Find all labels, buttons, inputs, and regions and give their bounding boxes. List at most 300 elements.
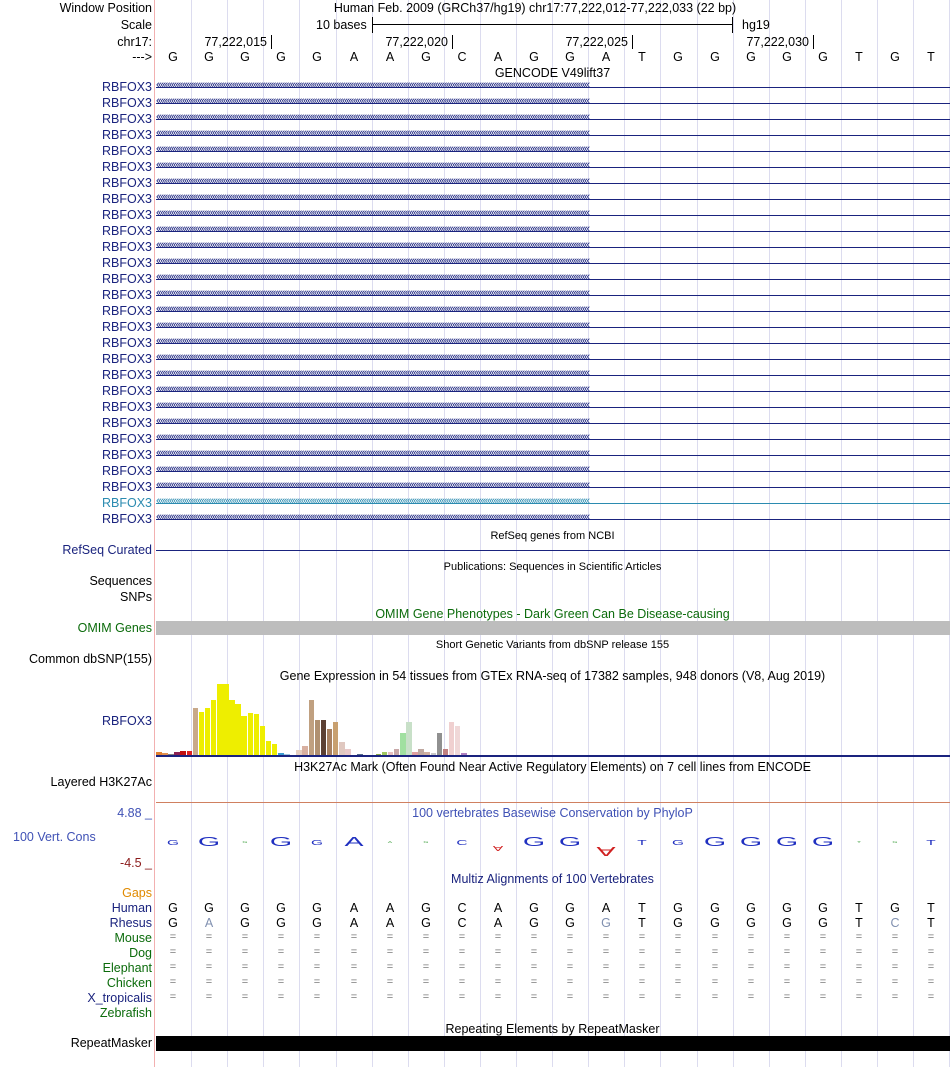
alignment-base: = xyxy=(891,931,899,943)
gtex-tissue-bar[interactable] xyxy=(339,742,345,756)
gencode-strand-arrows: ‹‹‹‹‹‹‹‹‹‹‹‹‹‹‹‹‹‹‹‹‹‹‹‹‹‹‹‹‹‹‹‹‹‹‹‹‹‹‹‹‹‹‹‹‹‹‹‹‹‹‹‹‹‹‹‹‹‹‹‹‹‹‹‹‹‹‹‹‹‹‹‹‹‹‹‹‹‹‹‹‹‹‹‹‹‹‹‹‹‹‹‹‹‹‹‹‹‹‹‹‹‹‹‹‹‹‹‹‹‹‹‹‹‹‹‹‹‹‹‹‹‹‹‹‹‹‹‹‹‹‹‹‹‹‹‹‹‹‹‹‹‹‹‹‹‹‹‹‹‹‹‹‹‹‹‹‹‹‹‹‹‹‹‹‹‹‹‹‹‹‹‹‹‹‹‹‹‹‹‹‹‹‹‹‹‹‹‹‹‹‹‹‹‹‹‹‹‹‹‹ xyxy=(156,111,589,123)
alignment-base: = xyxy=(422,976,430,988)
gtex-tissue-bar[interactable] xyxy=(315,720,321,756)
alignment-base: = xyxy=(169,976,177,988)
scale-label: Scale xyxy=(120,18,152,32)
alignment-base: = xyxy=(566,931,574,943)
gencode-strand-arrows: ‹‹‹‹‹‹‹‹‹‹‹‹‹‹‹‹‹‹‹‹‹‹‹‹‹‹‹‹‹‹‹‹‹‹‹‹‹‹‹‹‹‹‹‹‹‹‹‹‹‹‹‹‹‹‹‹‹‹‹‹‹‹‹‹‹‹‹‹‹‹‹‹‹‹‹‹‹‹‹‹‹‹‹‹‹‹‹‹‹‹‹‹‹‹‹‹‹‹‹‹‹‹‹‹‹‹‹‹‹‹‹‹‹‹‹‹‹‹‹‹‹‹‹‹‹‹‹‹‹‹‹‹‹‹‹‹‹‹‹‹‹‹‹‹‹‹‹‹‹‹‹‹‹‹‹‹‹‹‹‹‹‹‹‹‹‹‹‹‹‹‹‹‹‹‹‹‹‹‹‹‹‹‹‹‹‹‹‹‹‹‹‹‹‹‹‹‹‹‹‹ xyxy=(156,143,589,155)
sequence-base: G xyxy=(673,50,683,64)
gencode-transcript-label[interactable]: RBFOX3 xyxy=(101,480,152,494)
gtex-tissue-bar[interactable] xyxy=(229,700,235,756)
sequence-base: G xyxy=(240,50,250,64)
gaps-label[interactable]: Gaps xyxy=(122,886,152,900)
phylop-score-glyph: T xyxy=(856,840,862,844)
alignment-base: = xyxy=(783,946,791,958)
alignment-base: = xyxy=(566,991,574,1003)
alignment-base: = xyxy=(747,991,755,1003)
gencode-transcript-label[interactable]: RBFOX3 xyxy=(101,320,152,334)
gencode-strand-arrows: ‹‹‹‹‹‹‹‹‹‹‹‹‹‹‹‹‹‹‹‹‹‹‹‹‹‹‹‹‹‹‹‹‹‹‹‹‹‹‹‹‹‹‹‹‹‹‹‹‹‹‹‹‹‹‹‹‹‹‹‹‹‹‹‹‹‹‹‹‹‹‹‹‹‹‹‹‹‹‹‹‹‹‹‹‹‹‹‹‹‹‹‹‹‹‹‹‹‹‹‹‹‹‹‹‹‹‹‹‹‹‹‹‹‹‹‹‹‹‹‹‹‹‹‹‹‹‹‹‹‹‹‹‹‹‹‹‹‹‹‹‹‹‹‹‹‹‹‹‹‹‹‹‹‹‹‹‹‹‹‹‹‹‹‹‹‹‹‹‹‹‹‹‹‹‹‹‹‹‹‹‹‹‹‹‹‹‹‹‹‹‹‹‹‹‹‹‹‹‹‹ xyxy=(156,191,589,203)
alignment-base: = xyxy=(602,931,610,943)
gencode-strand-arrows: ‹‹‹‹‹‹‹‹‹‹‹‹‹‹‹‹‹‹‹‹‹‹‹‹‹‹‹‹‹‹‹‹‹‹‹‹‹‹‹‹‹‹‹‹‹‹‹‹‹‹‹‹‹‹‹‹‹‹‹‹‹‹‹‹‹‹‹‹‹‹‹‹‹‹‹‹‹‹‹‹‹‹‹‹‹‹‹‹‹‹‹‹‹‹‹‹‹‹‹‹‹‹‹‹‹‹‹‹‹‹‹‹‹‹‹‹‹‹‹‹‹‹‹‹‹‹‹‹‹‹‹‹‹‹‹‹‹‹‹‹‹‹‹‹‹‹‹‹‹‹‹‹‹‹‹‹‹‹‹‹‹‹‹‹‹‹‹‹‹‹‹‹‹‹‹‹‹‹‹‹‹‹‹‹‹‹‹‹‹‹‹‹‹‹‹‹‹‹‹‹ xyxy=(156,271,589,283)
position-tick xyxy=(452,35,453,49)
alignment-base: G xyxy=(276,916,286,930)
alignment-base: = xyxy=(638,946,646,958)
gtex-tissue-bar[interactable] xyxy=(449,722,455,756)
alignment-base: = xyxy=(169,931,177,943)
alignment-base: T xyxy=(855,916,863,930)
gtex-tissue-bar[interactable] xyxy=(327,729,333,756)
alignment-base: = xyxy=(602,946,610,958)
phylop-score-glyph: A xyxy=(596,844,616,859)
gencode-strand-arrows: ‹‹‹‹‹‹‹‹‹‹‹‹‹‹‹‹‹‹‹‹‹‹‹‹‹‹‹‹‹‹‹‹‹‹‹‹‹‹‹‹‹‹‹‹‹‹‹‹‹‹‹‹‹‹‹‹‹‹‹‹‹‹‹‹‹‹‹‹‹‹‹‹‹‹‹‹‹‹‹‹‹‹‹‹‹‹‹‹‹‹‹‹‹‹‹‹‹‹‹‹‹‹‹‹‹‹‹‹‹‹‹‹‹‹‹‹‹‹‹‹‹‹‹‹‹‹‹‹‹‹‹‹‹‹‹‹‹‹‹‹‹‹‹‹‹‹‹‹‹‹‹‹‹‹‹‹‹‹‹‹‹‹‹‹‹‹‹‹‹‹‹‹‹‹‹‹‹‹‹‹‹‹‹‹‹‹‹‹‹‹‹‹‹‹‹‹‹‹‹‹ xyxy=(156,447,589,459)
gtex-bar-chart[interactable] xyxy=(156,684,950,756)
sequence-base: G xyxy=(168,50,178,64)
alignment-base: A xyxy=(204,916,214,930)
alignment-base: G xyxy=(168,916,178,930)
alignment-base: = xyxy=(241,961,249,973)
alignment-base: = xyxy=(205,946,213,958)
phylop-score-glyph: T xyxy=(637,840,647,847)
alignment-base: = xyxy=(674,976,682,988)
gencode-transcript-label[interactable]: RBFOX3 xyxy=(101,240,152,254)
scale-text: 10 bases xyxy=(316,18,367,32)
dbsnp-label[interactable]: Common dbSNP(155) xyxy=(29,652,152,666)
gencode-strand-arrows: ‹‹‹‹‹‹‹‹‹‹‹‹‹‹‹‹‹‹‹‹‹‹‹‹‹‹‹‹‹‹‹‹‹‹‹‹‹‹‹‹‹‹‹‹‹‹‹‹‹‹‹‹‹‹‹‹‹‹‹‹‹‹‹‹‹‹‹‹‹‹‹‹‹‹‹‹‹‹‹‹‹‹‹‹‹‹‹‹‹‹‹‹‹‹‹‹‹‹‹‹‹‹‹‹‹‹‹‹‹‹‹‹‹‹‹‹‹‹‹‹‹‹‹‹‹‹‹‹‹‹‹‹‹‹‹‹‹‹‹‹‹‹‹‹‹‹‹‹‹‹‹‹‹‹‹‹‹‹‹‹‹‹‹‹‹‹‹‹‹‹‹‹‹‹‹‹‹‹‹‹‹‹‹‹‹‹‹‹‹‹‹‹‹‹‹‹‹‹‹‹ xyxy=(156,79,589,91)
alignment-base: A xyxy=(493,901,503,915)
gencode-strand-arrows: ‹‹‹‹‹‹‹‹‹‹‹‹‹‹‹‹‹‹‹‹‹‹‹‹‹‹‹‹‹‹‹‹‹‹‹‹‹‹‹‹‹‹‹‹‹‹‹‹‹‹‹‹‹‹‹‹‹‹‹‹‹‹‹‹‹‹‹‹‹‹‹‹‹‹‹‹‹‹‹‹‹‹‹‹‹‹‹‹‹‹‹‹‹‹‹‹‹‹‹‹‹‹‹‹‹‹‹‹‹‹‹‹‹‹‹‹‹‹‹‹‹‹‹‹‹‹‹‹‹‹‹‹‹‹‹‹‹‹‹‹‹‹‹‹‹‹‹‹‹‹‹‹‹‹‹‹‹‹‹‹‹‹‹‹‹‹‹‹‹‹‹‹‹‹‹‹‹‹‹‹‹‹‹‹‹‹‹‹‹‹‹‹‹‹‹‹‹‹‹‹ xyxy=(156,479,589,491)
alignment-base: = xyxy=(855,946,863,958)
alignment-base: = xyxy=(674,961,682,973)
sequence-base: T xyxy=(855,50,863,64)
gtex-tissue-bar[interactable] xyxy=(309,700,315,756)
gencode-transcript-label[interactable]: RBFOX3 xyxy=(101,96,152,110)
alignment-base: = xyxy=(169,961,177,973)
window-position-label: Window Position xyxy=(59,1,152,15)
alignment-base: = xyxy=(819,976,827,988)
alignment-base: G xyxy=(710,916,720,930)
phylop-score-glyph: T xyxy=(926,840,936,847)
alignment-base: = xyxy=(277,991,285,1003)
gencode-transcript-label[interactable]: RBFOX3 xyxy=(101,208,152,222)
alignment-base: G xyxy=(818,916,828,930)
gtex-tissue-bar[interactable] xyxy=(211,700,217,756)
gencode-transcript-label[interactable]: RBFOX3 xyxy=(101,80,152,94)
gencode-strand-arrows: ‹‹‹‹‹‹‹‹‹‹‹‹‹‹‹‹‹‹‹‹‹‹‹‹‹‹‹‹‹‹‹‹‹‹‹‹‹‹‹‹‹‹‹‹‹‹‹‹‹‹‹‹‹‹‹‹‹‹‹‹‹‹‹‹‹‹‹‹‹‹‹‹‹‹‹‹‹‹‹‹‹‹‹‹‹‹‹‹‹‹‹‹‹‹‹‹‹‹‹‹‹‹‹‹‹‹‹‹‹‹‹‹‹‹‹‹‹‹‹‹‹‹‹‹‹‹‹‹‹‹‹‹‹‹‹‹‹‹‹‹‹‹‹‹‹‹‹‹‹‹‹‹‹‹‹‹‹‹‹‹‹‹‹‹‹‹‹‹‹‹‹‹‹‹‹‹‹‹‹‹‹‹‹‹‹‹‹‹‹‹‹‹‹‹‹‹‹‹‹‹ xyxy=(156,159,589,171)
alignment-base: G xyxy=(312,916,322,930)
alignment-base: = xyxy=(602,991,610,1003)
repeatmasker-label[interactable]: RepeatMasker xyxy=(70,1036,152,1050)
gtex-tissue-bar[interactable] xyxy=(406,722,412,756)
alignment-base: A xyxy=(349,916,359,930)
alignment-base: A xyxy=(349,901,359,915)
gencode-transcript-label[interactable]: RBFOX3 xyxy=(101,432,152,446)
alignment-base: G xyxy=(240,901,250,915)
alignment-base: = xyxy=(169,991,177,1003)
alignment-base: = xyxy=(891,946,899,958)
gencode-transcript-label[interactable]: RBFOX3 xyxy=(101,336,152,350)
alignment-base: G xyxy=(565,916,575,930)
species-label[interactable]: Chicken xyxy=(106,976,152,990)
phylop-score-glyph: G xyxy=(166,840,179,847)
alignment-base: G xyxy=(565,901,575,915)
gtex-tissue-bar[interactable] xyxy=(321,720,327,756)
alignment-base: G xyxy=(710,901,720,915)
alignment-base: G xyxy=(782,916,792,930)
alignment-base: G xyxy=(529,901,539,915)
gtex-tissue-bar[interactable] xyxy=(455,726,461,756)
alignment-base: = xyxy=(530,991,538,1003)
phylop-score-glyph: G xyxy=(671,840,684,847)
alignment-base: = xyxy=(205,931,213,943)
phylop-score-glyph: G xyxy=(739,834,763,849)
alignment-base: = xyxy=(458,976,466,988)
alignment-base: = xyxy=(458,991,466,1003)
alignment-base: = xyxy=(494,946,502,958)
alignment-base: = xyxy=(711,976,719,988)
sequence-base: G xyxy=(710,50,720,64)
gencode-transcript-label[interactable]: RBFOX3 xyxy=(101,112,152,126)
alignment-base: = xyxy=(674,931,682,943)
alignment-base: = xyxy=(855,961,863,973)
omim-gene-block[interactable] xyxy=(156,621,950,635)
sequence-base: G xyxy=(565,50,575,64)
species-label[interactable]: Mouse xyxy=(114,931,152,945)
gencode-strand-arrows: ‹‹‹‹‹‹‹‹‹‹‹‹‹‹‹‹‹‹‹‹‹‹‹‹‹‹‹‹‹‹‹‹‹‹‹‹‹‹‹‹‹‹‹‹‹‹‹‹‹‹‹‹‹‹‹‹‹‹‹‹‹‹‹‹‹‹‹‹‹‹‹‹‹‹‹‹‹‹‹‹‹‹‹‹‹‹‹‹‹‹‹‹‹‹‹‹‹‹‹‹‹‹‹‹‹‹‹‹‹‹‹‹‹‹‹‹‹‹‹‹‹‹‹‹‹‹‹‹‹‹‹‹‹‹‹‹‹‹‹‹‹‹‹‹‹‹‹‹‹‹‹‹‹‹‹‹‹‹‹‹‹‹‹‹‹‹‹‹‹‹‹‹‹‹‹‹‹‹‹‹‹‹‹‹‹‹‹‹‹‹‹‹‹‹‹‹‹‹‹‹ xyxy=(156,255,589,267)
gtex-tissue-bar[interactable] xyxy=(260,726,266,756)
gtex-tissue-bar[interactable] xyxy=(248,713,254,756)
alignment-base: G xyxy=(673,916,683,930)
scale-assembly: hg19 xyxy=(742,18,770,32)
sequence-base: A xyxy=(493,50,503,64)
gtex-label[interactable]: RBFOX3 xyxy=(101,714,152,728)
position-label: 77,222,030 xyxy=(746,35,809,49)
gencode-transcript-label[interactable]: RBFOX3 xyxy=(101,416,152,430)
h3k27ac-label[interactable]: Layered H3K27Ac xyxy=(50,775,152,789)
gtex-tissue-bar[interactable] xyxy=(333,722,339,756)
alignment-base: = xyxy=(350,946,358,958)
sequence-base: A xyxy=(601,50,611,64)
gtex-tissue-bar[interactable] xyxy=(241,716,247,756)
alignment-base: = xyxy=(711,961,719,973)
phylop-score-glyph: G xyxy=(522,834,546,849)
gencode-transcript-label[interactable]: RBFOX3 xyxy=(101,448,152,462)
alignment-base: = xyxy=(819,961,827,973)
gencode-transcript-label[interactable]: RBFOX3 xyxy=(101,144,152,158)
gencode-transcript-label[interactable]: RBFOX3 xyxy=(101,400,152,414)
alignment-base: = xyxy=(566,961,574,973)
gencode-transcript-label[interactable]: RBFOX3 xyxy=(101,272,152,286)
refseq-label[interactable]: RefSeq Curated xyxy=(62,543,152,557)
alignment-base: = xyxy=(386,931,394,943)
alignment-base: = xyxy=(891,961,899,973)
alignment-base: = xyxy=(638,931,646,943)
sequence-base: T xyxy=(638,50,646,64)
h3k27ac-title: H3K27Ac Mark (Often Found Near Active Regulatory Elements) on 7 cell lines from ENCODE xyxy=(294,760,811,774)
phylop-label[interactable]: 100 Vert. Cons xyxy=(13,830,96,844)
gencode-transcript-label[interactable]: RBFOX3 xyxy=(101,160,152,174)
alignment-base: = xyxy=(566,976,574,988)
phylop-score-glyph: A xyxy=(344,834,364,849)
alignment-base: = xyxy=(386,946,394,958)
alignment-base: = xyxy=(241,931,249,943)
alignment-base: T xyxy=(638,916,646,930)
alignment-base: G xyxy=(782,901,792,915)
repeatmasker-title: Repeating Elements by RepeatMasker xyxy=(445,1022,660,1036)
alignment-base: = xyxy=(458,946,466,958)
phylop-score-glyph: G xyxy=(242,840,248,844)
gtex-tissue-bar[interactable] xyxy=(254,714,260,756)
alignment-base: G xyxy=(421,901,431,915)
species-label[interactable]: X_tropicalis xyxy=(87,991,152,1005)
gencode-strand-arrows: ‹‹‹‹‹‹‹‹‹‹‹‹‹‹‹‹‹‹‹‹‹‹‹‹‹‹‹‹‹‹‹‹‹‹‹‹‹‹‹‹‹‹‹‹‹‹‹‹‹‹‹‹‹‹‹‹‹‹‹‹‹‹‹‹‹‹‹‹‹‹‹‹‹‹‹‹‹‹‹‹‹‹‹‹‹‹‹‹‹‹‹‹‹‹‹‹‹‹‹‹‹‹‹‹‹‹‹‹‹‹‹‹‹‹‹‹‹‹‹‹‹‹‹‹‹‹‹‹‹‹‹‹‹‹‹‹‹‹‹‹‹‹‹‹‹‹‹‹‹‹‹‹‹‹‹‹‹‹‹‹‹‹‹‹‹‹‹‹‹‹‹‹‹‹‹‹‹‹‹‹‹‹‹‹‹‹‹‹‹‹‹‹‹‹‹‹‹‹‹‹ xyxy=(156,367,589,379)
phylop-score-glyph: G xyxy=(811,834,835,849)
alignment-base: = xyxy=(530,931,538,943)
gencode-transcript-label[interactable]: RBFOX3 xyxy=(101,496,152,510)
alignment-base: = xyxy=(277,931,285,943)
gencode-transcript-label[interactable]: RBFOX3 xyxy=(101,192,152,206)
phylop-score-glyph: G xyxy=(558,834,582,849)
gencode-transcript-label[interactable]: RBFOX3 xyxy=(101,464,152,478)
alignment-base: C xyxy=(890,916,900,930)
gencode-strand-arrows: ‹‹‹‹‹‹‹‹‹‹‹‹‹‹‹‹‹‹‹‹‹‹‹‹‹‹‹‹‹‹‹‹‹‹‹‹‹‹‹‹‹‹‹‹‹‹‹‹‹‹‹‹‹‹‹‹‹‹‹‹‹‹‹‹‹‹‹‹‹‹‹‹‹‹‹‹‹‹‹‹‹‹‹‹‹‹‹‹‹‹‹‹‹‹‹‹‹‹‹‹‹‹‹‹‹‹‹‹‹‹‹‹‹‹‹‹‹‹‹‹‹‹‹‹‹‹‹‹‹‹‹‹‹‹‹‹‹‹‹‹‹‹‹‹‹‹‹‹‹‹‹‹‹‹‹‹‹‹‹‹‹‹‹‹‹‹‹‹‹‹‹‹‹‹‹‹‹‹‹‹‹‹‹‹‹‹‹‹‹‹‹‹‹‹‹‹‹‹‹‹ xyxy=(156,175,589,187)
refseq-title: RefSeq genes from NCBI xyxy=(490,530,615,542)
phylop-title: 100 vertebrates Basewise Conservation by PhyloP xyxy=(412,806,693,820)
alignment-base: = xyxy=(422,931,430,943)
alignment-base: G xyxy=(818,901,828,915)
alignment-base: G xyxy=(204,901,214,915)
alignment-base: = xyxy=(386,991,394,1003)
gencode-transcript-label[interactable]: RBFOX3 xyxy=(101,384,152,398)
gencode-transcript-label[interactable]: RBFOX3 xyxy=(101,512,152,526)
alignment-base: A xyxy=(601,901,611,915)
gencode-transcript-label[interactable]: RBFOX3 xyxy=(101,176,152,190)
gtex-tissue-bar[interactable] xyxy=(199,712,205,756)
gencode-transcript-label[interactable]: RBFOX3 xyxy=(101,288,152,302)
sequence-base: G xyxy=(312,50,322,64)
gencode-strand-arrows: ‹‹‹‹‹‹‹‹‹‹‹‹‹‹‹‹‹‹‹‹‹‹‹‹‹‹‹‹‹‹‹‹‹‹‹‹‹‹‹‹‹‹‹‹‹‹‹‹‹‹‹‹‹‹‹‹‹‹‹‹‹‹‹‹‹‹‹‹‹‹‹‹‹‹‹‹‹‹‹‹‹‹‹‹‹‹‹‹‹‹‹‹‹‹‹‹‹‹‹‹‹‹‹‹‹‹‹‹‹‹‹‹‹‹‹‹‹‹‹‹‹‹‹‹‹‹‹‹‹‹‹‹‹‹‹‹‹‹‹‹‹‹‹‹‹‹‹‹‹‹‹‹‹‹‹‹‹‹‹‹‹‹‹‹‹‹‹‹‹‹‹‹‹‹‹‹‹‹‹‹‹‹‹‹‹‹‹‹‹‹‹‹‹‹‹‹‹‹‹‹ xyxy=(156,207,589,219)
gencode-strand-arrows: ‹‹‹‹‹‹‹‹‹‹‹‹‹‹‹‹‹‹‹‹‹‹‹‹‹‹‹‹‹‹‹‹‹‹‹‹‹‹‹‹‹‹‹‹‹‹‹‹‹‹‹‹‹‹‹‹‹‹‹‹‹‹‹‹‹‹‹‹‹‹‹‹‹‹‹‹‹‹‹‹‹‹‹‹‹‹‹‹‹‹‹‹‹‹‹‹‹‹‹‹‹‹‹‹‹‹‹‹‹‹‹‹‹‹‹‹‹‹‹‹‹‹‹‹‹‹‹‹‹‹‹‹‹‹‹‹‹‹‹‹‹‹‹‹‹‹‹‹‹‹‹‹‹‹‹‹‹‹‹‹‹‹‹‹‹‹‹‹‹‹‹‹‹‹‹‹‹‹‹‹‹‹‹‹‹‹‹‹‹‹‹‹‹‹‹‹‹‹‹‹ xyxy=(156,335,589,347)
alignment-base: A xyxy=(385,901,395,915)
alignment-base: G xyxy=(529,916,539,930)
alignment-base: = xyxy=(350,961,358,973)
alignment-base: C xyxy=(457,901,467,915)
alignment-base: = xyxy=(169,946,177,958)
alignment-base: = xyxy=(783,931,791,943)
gencode-strand-arrows: ‹‹‹‹‹‹‹‹‹‹‹‹‹‹‹‹‹‹‹‹‹‹‹‹‹‹‹‹‹‹‹‹‹‹‹‹‹‹‹‹‹‹‹‹‹‹‹‹‹‹‹‹‹‹‹‹‹‹‹‹‹‹‹‹‹‹‹‹‹‹‹‹‹‹‹‹‹‹‹‹‹‹‹‹‹‹‹‹‹‹‹‹‹‹‹‹‹‹‹‹‹‹‹‹‹‹‹‹‹‹‹‹‹‹‹‹‹‹‹‹‹‹‹‹‹‹‹‹‹‹‹‹‹‹‹‹‹‹‹‹‹‹‹‹‹‹‹‹‹‹‹‹‹‹‹‹‹‹‹‹‹‹‹‹‹‹‹‹‹‹‹‹‹‹‹‹‹‹‹‹‹‹‹‹‹‹‹‹‹‹‹‹‹‹‹‹‹‹‹‹ xyxy=(156,287,589,299)
phylop-score-glyph: G xyxy=(703,834,727,849)
window-position-text: Human Feb. 2009 (GRCh37/hg19) chr17:77,222,012-77,222,033 (22 bp) xyxy=(333,1,737,15)
gencode-transcript-label[interactable]: RBFOX3 xyxy=(101,352,152,366)
sequence-base: A xyxy=(349,50,359,64)
dbsnp-title: Short Genetic Variants from dbSNP release 155 xyxy=(435,639,670,651)
gencode-strand-arrows: ‹‹‹‹‹‹‹‹‹‹‹‹‹‹‹‹‹‹‹‹‹‹‹‹‹‹‹‹‹‹‹‹‹‹‹‹‹‹‹‹‹‹‹‹‹‹‹‹‹‹‹‹‹‹‹‹‹‹‹‹‹‹‹‹‹‹‹‹‹‹‹‹‹‹‹‹‹‹‹‹‹‹‹‹‹‹‹‹‹‹‹‹‹‹‹‹‹‹‹‹‹‹‹‹‹‹‹‹‹‹‹‹‹‹‹‹‹‹‹‹‹‹‹‹‹‹‹‹‹‹‹‹‹‹‹‹‹‹‹‹‹‹‹‹‹‹‹‹‹‹‹‹‹‹‹‹‹‹‹‹‹‹‹‹‹‹‹‹‹‹‹‹‹‹‹‹‹‹‹‹‹‹‹‹‹‹‹‹‹‹‹‹‹‹‹‹‹‹‹‹ xyxy=(156,223,589,235)
alignment-base: = xyxy=(747,931,755,943)
sequence-base: G xyxy=(746,50,756,64)
alignment-base: = xyxy=(277,961,285,973)
alignment-base: = xyxy=(855,931,863,943)
phylop-score-glyph: G xyxy=(775,834,799,849)
phylop-score-glyph: G xyxy=(269,834,293,849)
gencode-strand-arrows: ‹‹‹‹‹‹‹‹‹‹‹‹‹‹‹‹‹‹‹‹‹‹‹‹‹‹‹‹‹‹‹‹‹‹‹‹‹‹‹‹‹‹‹‹‹‹‹‹‹‹‹‹‹‹‹‹‹‹‹‹‹‹‹‹‹‹‹‹‹‹‹‹‹‹‹‹‹‹‹‹‹‹‹‹‹‹‹‹‹‹‹‹‹‹‹‹‹‹‹‹‹‹‹‹‹‹‹‹‹‹‹‹‹‹‹‹‹‹‹‹‹‹‹‹‹‹‹‹‹‹‹‹‹‹‹‹‹‹‹‹‹‹‹‹‹‹‹‹‹‹‹‹‹‹‹‹‹‹‹‹‹‹‹‹‹‹‹‹‹‹‹‹‹‹‹‹‹‹‹‹‹‹‹‹‹‹‹‹‹‹‹‹‹‹‹‹‹‹‹‹ xyxy=(156,239,589,251)
species-label[interactable]: Elephant xyxy=(102,961,152,975)
alignment-base: = xyxy=(205,976,213,988)
gencode-strand-arrows: ‹‹‹‹‹‹‹‹‹‹‹‹‹‹‹‹‹‹‹‹‹‹‹‹‹‹‹‹‹‹‹‹‹‹‹‹‹‹‹‹‹‹‹‹‹‹‹‹‹‹‹‹‹‹‹‹‹‹‹‹‹‹‹‹‹‹‹‹‹‹‹‹‹‹‹‹‹‹‹‹‹‹‹‹‹‹‹‹‹‹‹‹‹‹‹‹‹‹‹‹‹‹‹‹‹‹‹‹‹‹‹‹‹‹‹‹‹‹‹‹‹‹‹‹‹‹‹‹‹‹‹‹‹‹‹‹‹‹‹‹‹‹‹‹‹‹‹‹‹‹‹‹‹‹‹‹‹‹‹‹‹‹‹‹‹‹‹‹‹‹‹‹‹‹‹‹‹‹‹‹‹‹‹‹‹‹‹‹‹‹‹‹‹‹‹‹‹‹‹‹ xyxy=(156,383,589,395)
phylop-score-glyph: G xyxy=(310,840,323,847)
sequence-base: G xyxy=(818,50,828,64)
alignment-base: = xyxy=(783,961,791,973)
sequence-base: G xyxy=(529,50,539,64)
alignment-base: G xyxy=(421,916,431,930)
alignment-base: = xyxy=(747,976,755,988)
gencode-transcript-label[interactable]: RBFOX3 xyxy=(101,128,152,142)
gencode-strand-arrows: ‹‹‹‹‹‹‹‹‹‹‹‹‹‹‹‹‹‹‹‹‹‹‹‹‹‹‹‹‹‹‹‹‹‹‹‹‹‹‹‹‹‹‹‹‹‹‹‹‹‹‹‹‹‹‹‹‹‹‹‹‹‹‹‹‹‹‹‹‹‹‹‹‹‹‹‹‹‹‹‹‹‹‹‹‹‹‹‹‹‹‹‹‹‹‹‹‹‹‹‹‹‹‹‹‹‹‹‹‹‹‹‹‹‹‹‹‹‹‹‹‹‹‹‹‹‹‹‹‹‹‹‹‹‹‹‹‹‹‹‹‹‹‹‹‹‹‹‹‹‹‹‹‹‹‹‹‹‹‹‹‹‹‹‹‹‹‹‹‹‹‹‹‹‹‹‹‹‹‹‹‹‹‹‹‹‹‹‹‹‹‹‹‹‹‹‹‹‹‹‹ xyxy=(156,463,589,475)
publications-title: Publications: Sequences in Scientific Articles xyxy=(443,561,662,573)
position-label: 77,222,015 xyxy=(204,35,267,49)
alignment-base: = xyxy=(350,931,358,943)
gencode-strand-arrows: ‹‹‹‹‹‹‹‹‹‹‹‹‹‹‹‹‹‹‹‹‹‹‹‹‹‹‹‹‹‹‹‹‹‹‹‹‹‹‹‹‹‹‹‹‹‹‹‹‹‹‹‹‹‹‹‹‹‹‹‹‹‹‹‹‹‹‹‹‹‹‹‹‹‹‹‹‹‹‹‹‹‹‹‹‹‹‹‹‹‹‹‹‹‹‹‹‹‹‹‹‹‹‹‹‹‹‹‹‹‹‹‹‹‹‹‹‹‹‹‹‹‹‹‹‹‹‹‹‹‹‹‹‹‹‹‹‹‹‹‹‹‹‹‹‹‹‹‹‹‹‹‹‹‹‹‹‹‹‹‹‹‹‹‹‹‹‹‹‹‹‹‹‹‹‹‹‹‹‹‹‹‹‹‹‹‹‹‹‹‹‹‹‹‹‹‹‹‹‹‹ xyxy=(156,431,589,443)
sequence-base: G xyxy=(890,50,900,64)
species-label[interactable]: Human xyxy=(111,901,152,915)
phylop-score-glyph: A xyxy=(492,844,504,851)
species-label[interactable]: Dog xyxy=(129,946,152,960)
sequence-base: G xyxy=(782,50,792,64)
alignment-base: = xyxy=(422,961,430,973)
alignment-base: = xyxy=(530,976,538,988)
alignment-base: = xyxy=(494,991,502,1003)
alignment-base: = xyxy=(386,976,394,988)
gencode-strand-arrows: ‹‹‹‹‹‹‹‹‹‹‹‹‹‹‹‹‹‹‹‹‹‹‹‹‹‹‹‹‹‹‹‹‹‹‹‹‹‹‹‹‹‹‹‹‹‹‹‹‹‹‹‹‹‹‹‹‹‹‹‹‹‹‹‹‹‹‹‹‹‹‹‹‹‹‹‹‹‹‹‹‹‹‹‹‹‹‹‹‹‹‹‹‹‹‹‹‹‹‹‹‹‹‹‹‹‹‹‹‹‹‹‹‹‹‹‹‹‹‹‹‹‹‹‹‹‹‹‹‹‹‹‹‹‹‹‹‹‹‹‹‹‹‹‹‹‹‹‹‹‹‹‹‹‹‹‹‹‹‹‹‹‹‹‹‹‹‹‹‹‹‹‹‹‹‹‹‹‹‹‹‹‹‹‹‹‹‹‹‹‹‹‹‹‹‹‹‹‹‹‹ xyxy=(156,127,589,139)
gtex-tissue-bar[interactable] xyxy=(235,704,241,756)
alignment-base: = xyxy=(638,991,646,1003)
alignment-base: = xyxy=(711,991,719,1003)
alignment-base: = xyxy=(205,991,213,1003)
position-label: 77,222,020 xyxy=(385,35,448,49)
alignment-base: = xyxy=(819,991,827,1003)
alignment-base: = xyxy=(313,976,321,988)
phylop-score-glyph: G xyxy=(423,840,429,844)
gtex-tissue-bar[interactable] xyxy=(266,741,272,756)
alignment-base: = xyxy=(783,976,791,988)
gencode-strand-arrows: ‹‹‹‹‹‹‹‹‹‹‹‹‹‹‹‹‹‹‹‹‹‹‹‹‹‹‹‹‹‹‹‹‹‹‹‹‹‹‹‹‹‹‹‹‹‹‹‹‹‹‹‹‹‹‹‹‹‹‹‹‹‹‹‹‹‹‹‹‹‹‹‹‹‹‹‹‹‹‹‹‹‹‹‹‹‹‹‹‹‹‹‹‹‹‹‹‹‹‹‹‹‹‹‹‹‹‹‹‹‹‹‹‹‹‹‹‹‹‹‹‹‹‹‹‹‹‹‹‹‹‹‹‹‹‹‹‹‹‹‹‹‹‹‹‹‹‹‹‹‹‹‹‹‹‹‹‹‹‹‹‹‹‹‹‹‹‹‹‹‹‹‹‹‹‹‹‹‹‹‹‹‹‹‹‹‹‹‹‹‹‹‹‹‹‹‹‹‹‹‹ xyxy=(156,351,589,363)
gencode-strand-arrows: ‹‹‹‹‹‹‹‹‹‹‹‹‹‹‹‹‹‹‹‹‹‹‹‹‹‹‹‹‹‹‹‹‹‹‹‹‹‹‹‹‹‹‹‹‹‹‹‹‹‹‹‹‹‹‹‹‹‹‹‹‹‹‹‹‹‹‹‹‹‹‹‹‹‹‹‹‹‹‹‹‹‹‹‹‹‹‹‹‹‹‹‹‹‹‹‹‹‹‹‹‹‹‹‹‹‹‹‹‹‹‹‹‹‹‹‹‹‹‹‹‹‹‹‹‹‹‹‹‹‹‹‹‹‹‹‹‹‹‹‹‹‹‹‹‹‹‹‹‹‹‹‹‹‹‹‹‹‹‹‹‹‹‹‹‹‹‹‹‹‹‹‹‹‹‹‹‹‹‹‹‹‹‹‹‹‹‹‹‹‹‹‹‹‹‹‹‹‹‹‹ xyxy=(156,319,589,331)
sequence-base: C xyxy=(457,50,467,64)
sequence-base: G xyxy=(276,50,286,64)
alignment-base: = xyxy=(458,931,466,943)
publications-snps-label[interactable]: SNPs xyxy=(120,590,152,604)
phylop-score-glyph: C xyxy=(456,840,468,847)
gencode-title: GENCODE V49lift37 xyxy=(494,66,611,80)
alignment-base: = xyxy=(602,961,610,973)
alignment-base: = xyxy=(205,961,213,973)
sequence-base: T xyxy=(927,50,935,64)
alignment-base: T xyxy=(927,916,935,930)
alignment-base: = xyxy=(783,991,791,1003)
alignment-base: = xyxy=(313,931,321,943)
gencode-transcript-label[interactable]: RBFOX3 xyxy=(101,368,152,382)
gtex-tissue-bar[interactable] xyxy=(193,708,199,756)
scale-bar xyxy=(372,17,733,33)
gencode-transcript-label[interactable]: RBFOX3 xyxy=(101,224,152,238)
alignment-base: = xyxy=(711,931,719,943)
alignment-base: = xyxy=(241,946,249,958)
alignment-base: = xyxy=(313,961,321,973)
gtex-tissue-bar[interactable] xyxy=(223,684,229,756)
gtex-baseline xyxy=(156,755,950,757)
alignment-base: = xyxy=(602,976,610,988)
alignment-base: = xyxy=(819,931,827,943)
alignment-base: = xyxy=(494,931,502,943)
gtex-tissue-bar[interactable] xyxy=(217,684,223,756)
alignment-base: = xyxy=(350,976,358,988)
alignment-base: G xyxy=(746,901,756,915)
alignment-base: = xyxy=(927,961,935,973)
strand-label: ---> xyxy=(132,50,152,64)
alignment-base: = xyxy=(422,946,430,958)
phylop-score-glyph: A xyxy=(387,840,393,844)
phylop-score-glyph: G xyxy=(892,840,898,844)
sequence-base: G xyxy=(204,50,214,64)
alignment-base: = xyxy=(458,961,466,973)
alignment-base: = xyxy=(927,931,935,943)
alignment-base: = xyxy=(747,961,755,973)
omim-label[interactable]: OMIM Genes xyxy=(77,621,152,635)
species-label[interactable]: Zebrafish xyxy=(99,1006,152,1020)
alignment-base: = xyxy=(494,976,502,988)
gencode-transcript-label[interactable]: RBFOX3 xyxy=(101,304,152,318)
gtex-tissue-bar[interactable] xyxy=(400,733,406,756)
position-tick xyxy=(632,35,633,49)
alignment-base: = xyxy=(241,991,249,1003)
omim-title: OMIM Gene Phenotypes - Dark Green Can Be Disease-causing xyxy=(375,607,730,621)
phylop-score-glyph: G xyxy=(197,834,221,849)
alignment-base: = xyxy=(277,976,285,988)
gencode-strand-arrows: ‹‹‹‹‹‹‹‹‹‹‹‹‹‹‹‹‹‹‹‹‹‹‹‹‹‹‹‹‹‹‹‹‹‹‹‹‹‹‹‹‹‹‹‹‹‹‹‹‹‹‹‹‹‹‹‹‹‹‹‹‹‹‹‹‹‹‹‹‹‹‹‹‹‹‹‹‹‹‹‹‹‹‹‹‹‹‹‹‹‹‹‹‹‹‹‹‹‹‹‹‹‹‹‹‹‹‹‹‹‹‹‹‹‹‹‹‹‹‹‹‹‹‹‹‹‹‹‹‹‹‹‹‹‹‹‹‹‹‹‹‹‹‹‹‹‹‹‹‹‹‹‹‹‹‹‹‹‹‹‹‹‹‹‹‹‹‹‹‹‹‹‹‹‹‹‹‹‹‹‹‹‹‹‹‹‹‹‹‹‹‹‹‹‹‹‹‹‹‹‹ xyxy=(156,511,589,523)
gencode-strand-arrows: ‹‹‹‹‹‹‹‹‹‹‹‹‹‹‹‹‹‹‹‹‹‹‹‹‹‹‹‹‹‹‹‹‹‹‹‹‹‹‹‹‹‹‹‹‹‹‹‹‹‹‹‹‹‹‹‹‹‹‹‹‹‹‹‹‹‹‹‹‹‹‹‹‹‹‹‹‹‹‹‹‹‹‹‹‹‹‹‹‹‹‹‹‹‹‹‹‹‹‹‹‹‹‹‹‹‹‹‹‹‹‹‹‹‹‹‹‹‹‹‹‹‹‹‹‹‹‹‹‹‹‹‹‹‹‹‹‹‹‹‹‹‹‹‹‹‹‹‹‹‹‹‹‹‹‹‹‹‹‹‹‹‹‹‹‹‹‹‹‹‹‹‹‹‹‹‹‹‹‹‹‹‹‹‹‹‹‹‹‹‹‹‹‹‹‹‹‹‹‹‹ xyxy=(156,95,589,107)
alignment-base: G xyxy=(601,916,611,930)
alignment-base: = xyxy=(891,976,899,988)
repeatmasker-block[interactable] xyxy=(156,1036,950,1051)
alignment-base: = xyxy=(277,946,285,958)
alignment-base: = xyxy=(674,946,682,958)
alignment-base: A xyxy=(493,916,503,930)
position-tick xyxy=(813,35,814,49)
gtex-tissue-bar[interactable] xyxy=(437,733,443,756)
species-label[interactable]: Rhesus xyxy=(109,916,152,930)
alignment-base: = xyxy=(241,976,249,988)
alignment-base: A xyxy=(385,916,395,930)
alignment-base: = xyxy=(747,946,755,958)
alignment-base: T xyxy=(638,901,646,915)
gtex-tissue-bar[interactable] xyxy=(205,708,211,756)
gtex-title: Gene Expression in 54 tissues from GTEx RNA-seq of 17382 samples, 948 donors (V8, Aug 2019) xyxy=(279,669,826,683)
alignment-base: = xyxy=(891,991,899,1003)
phylop-max-label: 4.88 _ xyxy=(117,806,152,820)
gencode-strand-arrows: ‹‹‹‹‹‹‹‹‹‹‹‹‹‹‹‹‹‹‹‹‹‹‹‹‹‹‹‹‹‹‹‹‹‹‹‹‹‹‹‹‹‹‹‹‹‹‹‹‹‹‹‹‹‹‹‹‹‹‹‹‹‹‹‹‹‹‹‹‹‹‹‹‹‹‹‹‹‹‹‹‹‹‹‹‹‹‹‹‹‹‹‹‹‹‹‹‹‹‹‹‹‹‹‹‹‹‹‹‹‹‹‹‹‹‹‹‹‹‹‹‹‹‹‹‹‹‹‹‹‹‹‹‹‹‹‹‹‹‹‹‹‹‹‹‹‹‹‹‹‹‹‹‹‹‹‹‹‹‹‹‹‹‹‹‹‹‹‹‹‹‹‹‹‹‹‹‹‹‹‹‹‹‹‹‹‹‹‹‹‹‹‹‹‹‹‹‹‹‹‹ xyxy=(156,415,589,427)
gencode-strand-arrows: ‹‹‹‹‹‹‹‹‹‹‹‹‹‹‹‹‹‹‹‹‹‹‹‹‹‹‹‹‹‹‹‹‹‹‹‹‹‹‹‹‹‹‹‹‹‹‹‹‹‹‹‹‹‹‹‹‹‹‹‹‹‹‹‹‹‹‹‹‹‹‹‹‹‹‹‹‹‹‹‹‹‹‹‹‹‹‹‹‹‹‹‹‹‹‹‹‹‹‹‹‹‹‹‹‹‹‹‹‹‹‹‹‹‹‹‹‹‹‹‹‹‹‹‹‹‹‹‹‹‹‹‹‹‹‹‹‹‹‹‹‹‹‹‹‹‹‹‹‹‹‹‹‹‹‹‹‹‹‹‹‹‹‹‹‹‹‹‹‹‹‹‹‹‹‹‹‹‹‹‹‹‹‹‹‹‹‹‹‹‹‹‹‹‹‹‹‹‹‹‹ xyxy=(156,495,589,507)
alignment-base: = xyxy=(855,976,863,988)
alignment-base: G xyxy=(276,901,286,915)
alignment-base: = xyxy=(566,946,574,958)
gencode-strand-arrows: ‹‹‹‹‹‹‹‹‹‹‹‹‹‹‹‹‹‹‹‹‹‹‹‹‹‹‹‹‹‹‹‹‹‹‹‹‹‹‹‹‹‹‹‹‹‹‹‹‹‹‹‹‹‹‹‹‹‹‹‹‹‹‹‹‹‹‹‹‹‹‹‹‹‹‹‹‹‹‹‹‹‹‹‹‹‹‹‹‹‹‹‹‹‹‹‹‹‹‹‹‹‹‹‹‹‹‹‹‹‹‹‹‹‹‹‹‹‹‹‹‹‹‹‹‹‹‹‹‹‹‹‹‹‹‹‹‹‹‹‹‹‹‹‹‹‹‹‹‹‹‹‹‹‹‹‹‹‹‹‹‹‹‹‹‹‹‹‹‹‹‹‹‹‹‹‹‹‹‹‹‹‹‹‹‹‹‹‹‹‹‹‹‹‹‹‹‹‹‹‹ xyxy=(156,303,589,315)
multiz-title: Multiz Alignments of 100 Vertebrates xyxy=(451,872,654,886)
gencode-transcript-label[interactable]: RBFOX3 xyxy=(101,256,152,270)
sequence-base: A xyxy=(385,50,395,64)
alignment-base: = xyxy=(638,976,646,988)
alignment-base: = xyxy=(422,991,430,1003)
alignment-base: = xyxy=(494,961,502,973)
publications-sequences-label[interactable]: Sequences xyxy=(89,574,152,588)
refseq-gene-line[interactable] xyxy=(156,550,950,551)
